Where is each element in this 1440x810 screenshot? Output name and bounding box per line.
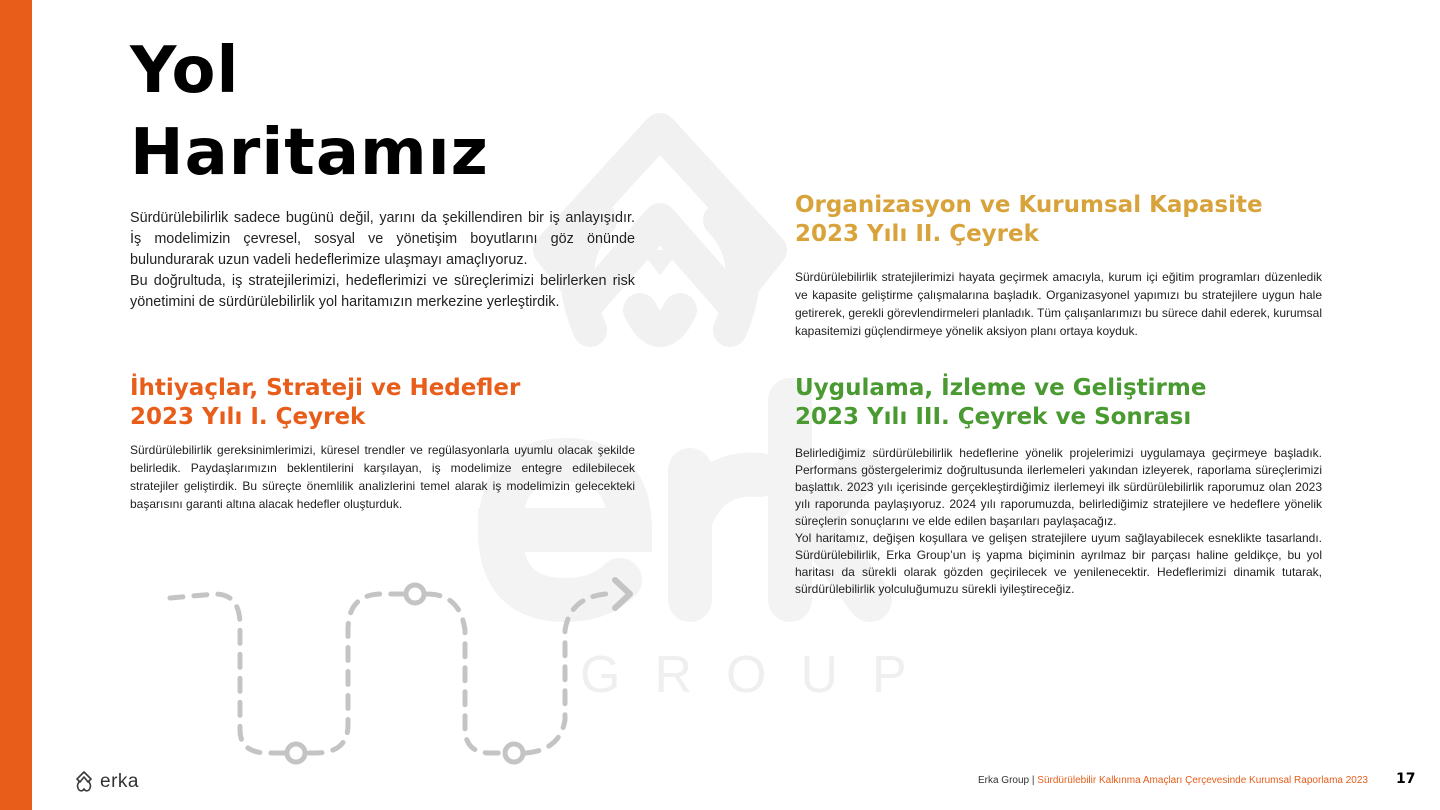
footer-separator: | xyxy=(1031,775,1035,786)
intro-paragraph-1: Sürdürülebilirlik sadece bugünü değil, yarını da şekillendiren bir iş anlayışıdır. İş modelimizin çevresel, sosyal ve yönetişim boyutlarını göz önünde bulundurarak uzun vadeli hedeflerimize ulaşmayı amaçlıyoruz. xyxy=(130,210,635,268)
milestone-marker-2 xyxy=(406,585,424,603)
erka-logo-icon xyxy=(72,770,96,794)
section-3-title-line1: Uygulama, İzleme ve Geliştirme xyxy=(795,375,1207,401)
watermark-group-text: GROUP xyxy=(580,646,941,704)
section-3-body xyxy=(795,445,1322,598)
section-1-title-line2: 2023 Yılı I. Çeyrek xyxy=(130,404,366,430)
section-2-body: Sürdürülebilirlik stratejilerimizi hayata geçirmek amacıyla, kurum içi eğitim programları düzenledik ve kapasite geliştirme çalışmalarına başladık. Organizasyonel yapımızı bu stratejilere uygun hale getirerek, gerekli görevlendirmeleri planladık. Tüm çalışanlarımızı bu sürece dahil ederek, kurumsal kapasitemizi güçlendirmeye yönelik aksiyon planı ortaya koyduk. xyxy=(795,270,1322,338)
page-title xyxy=(130,30,489,194)
path-segment-3 xyxy=(427,594,503,753)
intro-paragraph-2: Bu doğrultuda, iş stratejilerimizi, hedeflerimizi ve süreçlerimizi belirlerken risk yönetimini de sürdürülebilirlik yol haritamızın merkezine yerleştirdik. xyxy=(130,273,635,310)
section-3-title-line2: 2023 Yılı III. Çeyrek ve Sonrası xyxy=(795,404,1192,430)
section-1-title xyxy=(130,374,520,432)
section-1-title-line1: İhtiyaçlar, Strateji ve Hedefler xyxy=(130,375,521,401)
page-number: 17 xyxy=(1396,771,1416,787)
section-2-title-line2: 2023 Yılı II. Çeyrek xyxy=(795,221,1039,247)
footer-text xyxy=(978,775,1368,786)
intro-text xyxy=(130,208,635,313)
path-segment-2 xyxy=(309,594,403,753)
left-accent-bar xyxy=(0,0,32,810)
path-segment-1 xyxy=(170,594,285,753)
section-1-body: Sürdürülebilirlik gereksinimlerimizi, küresel trendler ve regülasyonlarla uyumlu olacak şekilde belirledik. Paydaşlarımızın beklentilerini karşılayan, iş modelimize entegre edilebilecek stratejiler geliştirdik. Bu süreçte önemlilik analizlerini temel alarak iş modelimizin gelecekteki başarısını garanti altına alacak hedefler oluşturduk. xyxy=(130,443,635,511)
section-2-title-line1: Organizasyon ve Kurumsal Kapasite xyxy=(795,192,1263,218)
page-title-line2: Haritamız xyxy=(130,116,489,190)
logo-text: erka xyxy=(100,771,139,792)
milestone-marker-3 xyxy=(505,744,523,762)
page-title-line1: Yol xyxy=(130,34,240,108)
milestone-marker-1 xyxy=(287,744,305,762)
section-2-title xyxy=(795,191,1263,249)
footer-report-title: Sürdürülebilir Kalkınma Amaçları Çerçevesinde Kurumsal Raporlama 2023 xyxy=(1037,775,1368,786)
roadmap-path-illustration xyxy=(160,570,650,770)
footer-company: Erka Group xyxy=(977,775,1030,786)
path-segment-4 xyxy=(526,594,612,753)
path-arrow-icon xyxy=(615,580,630,608)
section-3-paragraph-1: Belirlediğimiz sürdürülebilirlik hedeflerine yönelik projelerimizi uygulamaya geçirmeye başladık. Performans göstergelerimiz doğrultusunda ilerlemeleri yakından izleyerek, raporlama süreçlerimizi başlattık. 2023 yılı içerisinde gerçekleştirdiğimiz ilerlemeyi ilk sürdürülebilirlik raporumuz olan 2023 yılı raporunda paylaşıyoruz. 2024 yılı raporumuzda, belirlediğimiz stratejilere ve hedeflere yönelik süreçlerin sonuçlarını ve elde edilen başarıları paylaşacağız. xyxy=(795,446,1322,528)
section-3-title xyxy=(795,374,1206,432)
section-3-paragraph-2: Yol haritamız, değişen koşullara ve gelişen stratejilere uyum sağlayabilecek esneklikte tasarlandı. Sürdürülebilirlik, Erka Group’un iş yapma biçiminin ayrılmaz bir parçası haline geldikçe, bu yol haritası da sürekli olarak gözden geçirilecek ve yenilenecektir. Hedeflerimizi dinamik tutarak, sürdürülebilirlik yolculuğumuzu sürekli iyileştireceğiz. xyxy=(795,531,1322,596)
erka-logo xyxy=(72,770,139,794)
